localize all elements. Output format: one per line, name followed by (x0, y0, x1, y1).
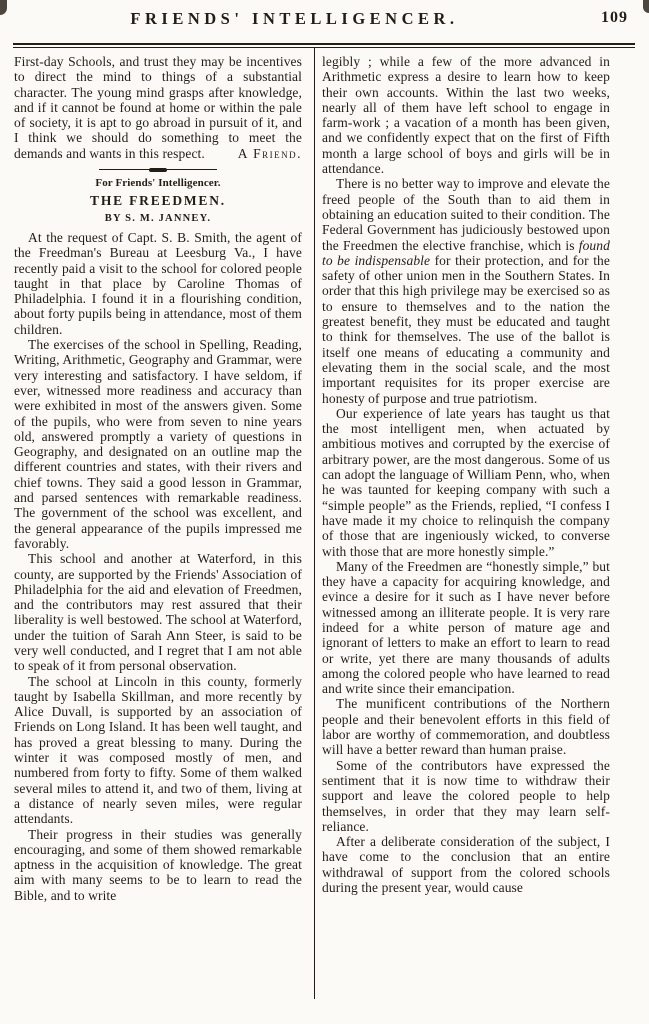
scan-artifact-top-right (643, 0, 649, 13)
italic-phrase: found to be indispensable (322, 237, 610, 268)
article-paragraph: At the request of Capt. S. B. Smith, the agent of the Freedman's Bureau at Leesburg Va., I have recently paid a visit to the school for colored people taught in that place by Caroline Thomas of Philadelphia. I found it in a flourishing condition, about forty pupils being in attendance, most of them children. (14, 229, 302, 337)
article-paragraph: After a deliberate consideration of the subject, I have come to the conclusion that an entire withdrawal of support from the colored schools during the present year, would cause (322, 834, 610, 896)
text-columns (14, 54, 610, 1010)
article-paragraph: The school at Lincoln in this county, formerly taught by Isabella Skillman, and more recently by Alice Duvall, is supported by an association of Friends on Long Island. It has been well taught, and has proved a great blessing to many. During the winter it was composed mostly of men, and numbered from forty to fifty. Some of them walked several miles to attend it, and two of them, living at a distance of nearly seven miles, were regular attendants. (14, 673, 302, 827)
article-paragraph: Some of the contributors have expressed the sentiment that it is now time to withdraw their support and leave the colored people to help themselves, in order that they may learn self-reliance. (322, 757, 610, 834)
article-paragraph: This school and another at Waterford, in this county, are supported by the Friends' Association of Philadelphia for the aid and elevation of Freedmen, and the contributors may rest assured that their liberality is well bestowed. The school at Waterford, under the tuition of Sarah Ann Steer, is said to be very well conducted, and I regret that I am not able to speak of it from personal observation. (14, 551, 302, 674)
masthead-title: FRIENDS' INTELLIGENCER. (130, 9, 459, 28)
article-byline: BY S. M. JANNEY. (104, 212, 212, 224)
article-paragraph: Many of the Freedmen are “honestly simple,” but they have a capacity for acquiring knowledge, and evince a desire for it such as I have never before witnessed among an illiterate people. It is very rare indeed for a white person of mature age and ignorant of letters to make an effort to learn to read or write, yet there are many thousands of adults among the colored people who have learned to read and write since their emancipation. (322, 558, 610, 697)
article-title: THE FREEDMEN. (90, 193, 226, 209)
page-number: 109 (601, 9, 628, 26)
paragraph-text: There is no better way to improve and elevate the freed people of the South than to aid them in obtaining an education suited to their condition. The Federal Government has judiciously bestowed upon the Freedmen the elective franchise, which is (322, 176, 610, 253)
article-paragraph: legibly ; while a few of the more advanced in Arithmetic express a desire to learn how to keep their own accounts. Within the last two weeks, nearly all of them have left school to engage in farm-work ; a vacation of a month has been given, and we confidently expect that on the first of Fifth month a large school of boys and girls will be in attendance. (322, 54, 610, 177)
header-double-rule (13, 43, 635, 48)
article-paragraph: The munificent contributions of the Northern people and their benevolent efforts in this field of labor are worthy of commemoration, and doubtless will have a better reward than human praise. (322, 696, 610, 758)
column-divider-rule (314, 47, 315, 999)
article-kicker: For Friends' Intelligencer. (95, 177, 221, 190)
left-column (14, 54, 302, 903)
right-column (322, 54, 610, 895)
letter-signature: A Friend. (237, 145, 302, 161)
article-paragraph: The exercises of the school in Spelling, Reading, Writing, Arithmetic, Geography and Grammar, were very interesting and satisfactory. I have seldom, if ever, witnessed more readiness and accuracy than were exhibited in most of the answers given. Some of the pupils, who were from seven to nine years old, answered promptly a variety of questions in Geography, and designated on an outline map the different countries and states, with their rivers and chief towns. They said a good lesson in Grammar, and parsed sentences with remarkable readiness. The government of the school was excellent, and the general appearance of the pupils impressed me favorably. (14, 337, 302, 551)
continuation-text: First-day Schools, and trust they may be incentives to direct the mind to things of a substantial character. The young mind grasps after knowledge, and if it cannot be found at home or within the pale of society, it is apt to go abroad in pursuit of it, and I think we should do something to meet the demands and wants in this respect. (14, 54, 302, 161)
paragraph-text: for their protection, and for the safety of other union men in the Southern States. In order that this high privilege may be exercised so as to ensure to themselves and to the nation the greatest benefit, they must be educated and taught to think for themselves. The use of the ballot is itself one means of educating a community and elevating them in the social scale, and the most important requisites for its proper exercise are honesty of purpose and true patriotism. (322, 252, 610, 406)
article-paragraph (322, 176, 610, 405)
section-divider-ornament (99, 166, 217, 173)
article-paragraph: Our experience of late years has taught us that the most intelligent men, when actuated by ambitious motives and corrupted by the exercise of arbitrary power, are the most dangerous. Some of us can adopt the language of William Penn, who, when he was taunted for keeping company with such a “simple people” as the Friends, replied, “I confess I have made it my choice to relinquish the company of those that are ingeniously wicked, to converse with those that are more honestly simple.” (322, 405, 610, 559)
article-paragraph: Their progress in their studies was generally encouraging, and some of them showed remarkable aptness in the acquisition of knowledge. The great aim with many seems to be to learn to read the Bible, and to write (14, 826, 302, 903)
continuation-paragraph (14, 54, 302, 161)
